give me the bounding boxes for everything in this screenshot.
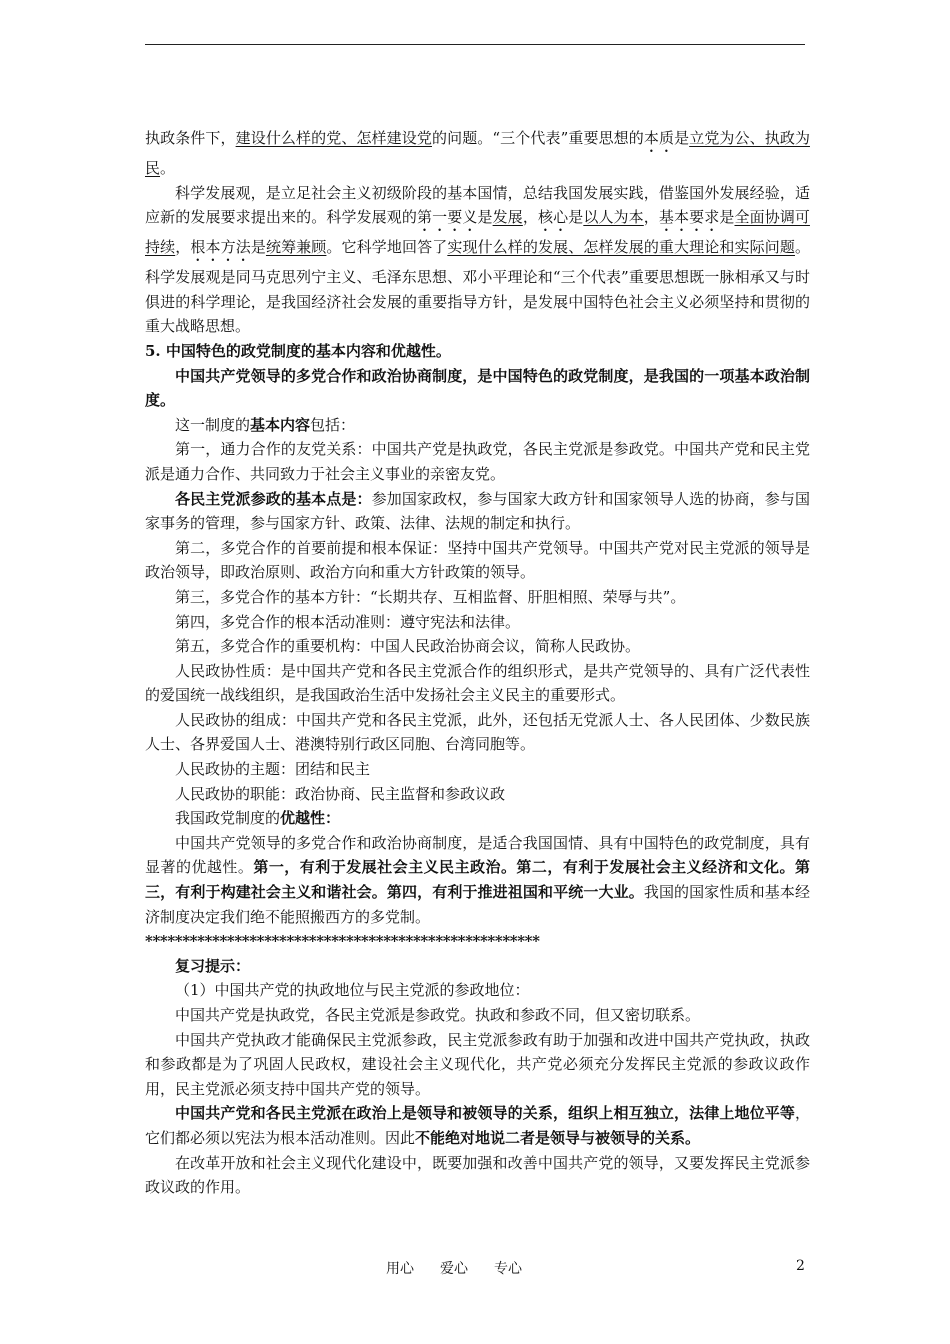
review-heading: 复习提示： [175,956,251,975]
paragraph-scientific-development [145,181,810,339]
underlined-text: 建设什么样的党、怎样建设党 [235,129,432,147]
paragraph-third: 第三，多党合作的基本方针：“长期共存、互相监督、肝胆相照、荣辱与共”。 [175,587,686,606]
underlined-text: 立党为公、执政为民 [145,129,810,177]
paragraph-participation-points [145,487,810,536]
text: ， [643,208,659,227]
header-rule [145,44,805,45]
text: 是 [674,129,690,147]
text: 。 [160,159,176,177]
text: 。它科学地回答了 [326,238,448,257]
review-item-1: （1）中国共产党的执政地位与民主党派的参政地位： [175,981,530,1000]
paragraph-advantages-heading [145,806,810,831]
paragraph-fourth: 第四，多党合作的根本活动准则：遵守宪法和法律。 [175,612,521,631]
emphasis-text: 核心 [537,208,569,227]
text: 我国的国家性质和基本经济制度决定我们绝不能照搬西方的多党制。 [145,883,810,926]
text: 。科学发展观是同马克思列宁主义、毛泽东思想、邓小平理论和“三个代表”重要思想既一脉相承又与时俱进的科学理论，是我国经济社会发展的重要指导方针，是发展中国特色社会主义必须坚持和贯彻的重大战略思想。 [145,238,810,336]
text: ， [522,208,538,227]
text: 科学发展观，是立足社会主义初级阶段的基本国情，总结我国发展实践，借鉴国外发展经验，适应新的发展要求提出来的。科学发展观的 [145,183,810,227]
footer-motto [386,1258,548,1278]
bold-text: 中国共产党和各民主党派在政治上是领导和被领导的关系，组织上相互独立，法律上地位平等 [175,1104,795,1123]
bold-text: 基本内容 [250,415,311,434]
paragraph-advantages [145,831,810,929]
paragraph-party-system-definition: 中国共产党领导的多党合作和政治协商制度，是中国特色的政党制度，是我国的一项基本政治制度。 [145,366,810,410]
text: 是 [568,208,584,227]
bold-text: 不能绝对地说二者是领导与被领导的关系。 [415,1128,701,1147]
footer-motto-3: 专心 [494,1261,522,1277]
paragraph-fifth: 第五，多党合作的重要机构：中国人民政治协商会议，简称人民政协。 [175,637,641,656]
asterisk-divider: ***************************************************** [145,932,540,951]
paragraph-three-represents [145,126,810,181]
text: 参加国家政权，参与国家大政方针和国家领导人选的协商，参与国家事务的管理，参与国家方针、政策、法律、法规的制定和执行。 [145,489,810,533]
underlined-text: 发展 [492,208,523,227]
text: 执政条件下， [145,129,236,147]
bold-text: 优越性： [280,809,341,828]
text: 我国政党制度的 [175,809,281,828]
emphasis-text: 第一要义 [417,208,478,227]
text: 包括： [310,415,356,434]
emphasis-text: 根本方法 [190,238,251,257]
review-paragraph-3: 中国共产党执政才能确保民主党派参政，民主党派参政有助于加强和改进中国共产党执政，执政和参政都是为了巩固人民政权，建设社会主义现代化，共产党必须充分发挥民主党派的参政议政作用，民主党派必须支持中国共产党的领导。 [145,1030,810,1098]
text: 这一制度的 [175,415,251,434]
paragraph-cppcc-composition: 人民政协的组成：中国共产党和各民主党派，此外，还包括无党派人士、各人民团体、少数民族人士、各界爱国人士、港澳特别行政区同胞、台湾同胞等。 [145,710,810,754]
underlined-text: 以人为本 [583,208,644,227]
text: 是 [477,208,493,227]
paragraph-cppcc-nature: 人民政协性质：是中国共产党和各民主党派合作的组织形式，是共产党领导的、具有广泛代表性的爱国统一战线组织，是我国政治生活中发扬社会主义民主的重要形式。 [145,661,810,705]
text: 是 [719,208,735,227]
review-paragraph-4 [145,1101,810,1150]
emphasis-text: 本质 [643,129,675,147]
text: 是 [250,238,266,257]
paragraph-cppcc-functions: 人民政协的职能：政治协商、民主监督和参政议政 [175,784,506,803]
paragraph-second: 第二，多党合作的首要前提和根本保证：坚持中国共产党领导。中国共产党对民主党派的领导是政治领导，即政治原则、政治方向和重大方针政策的领导。 [145,538,810,582]
section-heading-5: 5. 中国特色的政党制度的基本内容和优越性。 [145,341,451,360]
underlined-text: 全面协调可持续 [145,208,810,257]
paragraph-cppcc-theme: 人民政协的主题：团结和民主 [175,760,371,779]
text: ，它们都必须以宪法为根本活动准则。因此 [145,1104,810,1147]
footer-motto-2: 爱心 [440,1261,468,1277]
text: 的问题。“三个代表”重要思想的 [431,129,644,147]
bold-text: 各民主党派参政的基本点是： [175,489,372,508]
bold-text: 第一，有利于发展社会主义民主政治。第二，有利于发展社会主义经济和文化。第三，有利于构建社会主义和谐社会。第四，有利于推进祖国和平统一大业。 [145,858,810,902]
text: 中国共产党领导的多党合作和政治协商制度，是适合我国国情、具有中国特色的政党制度，具有显著的优越性。 [145,833,810,877]
footer-motto-1: 用心 [386,1261,414,1277]
review-paragraph-5: 在改革开放和社会主义现代化建设中，既要加强和改善中国共产党的领导，又要发挥民主党派参政议政的作用。 [145,1153,810,1197]
page-number: 2 [796,1258,805,1274]
paragraph-basic-content [145,413,810,438]
paragraph-first: 第一，通力合作的友党关系：中国共产党是执政党，各民主党派是参政党。中国共产党和民主党派是通力合作、共同致力于社会主义事业的亲密友党。 [145,440,810,483]
review-paragraph-2: 中国共产党是执政党，各民主党派是参政党。执政和参政不同，但又密切联系。 [175,1006,701,1024]
emphasis-text: 基本要求 [658,208,720,227]
text: ， [175,238,191,257]
underlined-text: 实现什么样的发展、怎样发展的重大理论和实际问题 [447,238,795,257]
document-body [145,126,810,1200]
underlined-text: 统筹兼顾 [265,238,327,257]
